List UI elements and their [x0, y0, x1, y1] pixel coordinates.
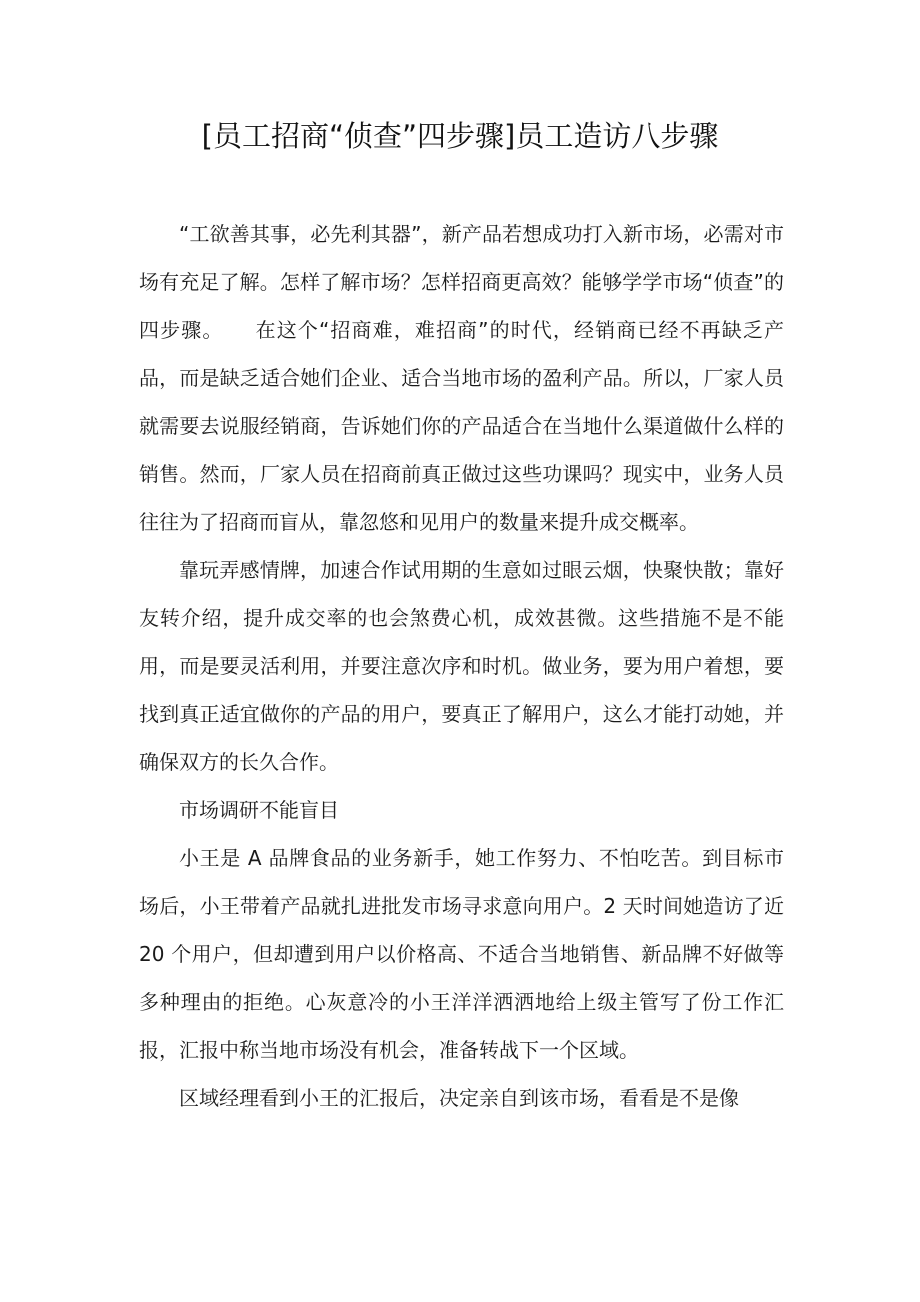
paragraph-manager: 区域经理看到小王的汇报后，决定亲自到该市场，看看是不是像	[179, 1086, 739, 1110]
section-heading: 市场调研不能盲目	[179, 798, 339, 822]
paragraph-tactics: 靠玩弄感情牌，加速合作试用期的生意如过眼云烟，快聚快散；靠好友转介绍，提升成交率的也会煞费心机，成效甚微。这些措施不是不能用，而是要灵活利用，并要注意次序和时机。做业务，要为用户着想，要找到真正适宜做你的产品的用户，要真正了解用户，这么才能打动她，并确保双方的长久合作。	[139, 558, 784, 774]
paragraph-case-story: 小王是 A 品牌食品的业务新手，她工作努力、不怕吃苦。到目标市场后，小王带着产品就扎进批发市场寻求意向用户。2 天时间她造访了近 20 个用户，但却遭到用户以价格高、不适合当地销售、新品牌不好做等多种理由的拒绝。心灰意冷的小王洋洋洒洒地给上级主管写了份工作汇报，汇报中称当地市场没有机会，准备转战下一个区域。	[139, 846, 784, 1062]
document-body	[139, 210, 784, 1122]
document-title: [员工招商“侦查”四步骤]员工造访八步骤	[201, 119, 719, 153]
paragraph-intro: “工欲善其事，必先利其器”，新产品若想成功打入新市场，必需对市场有充足了解。怎样了解市场？怎样招商更高效？能够学学市场“侦查”的四步骤。 在这个“招商难，难招商”的时代，经销商已经不再缺乏产品，而是缺乏适合她们企业、适合当地市场的盈利产品。所以，厂家人员就需要去说服经销商，告诉她们你的产品适合在当地什么渠道做什么样的销售。然而，厂家人员在招商前真正做过这些功课吗？现实中，业务人员往往为了招商而盲从，靠忽悠和见用户的数量来提升成交概率。	[139, 222, 784, 534]
